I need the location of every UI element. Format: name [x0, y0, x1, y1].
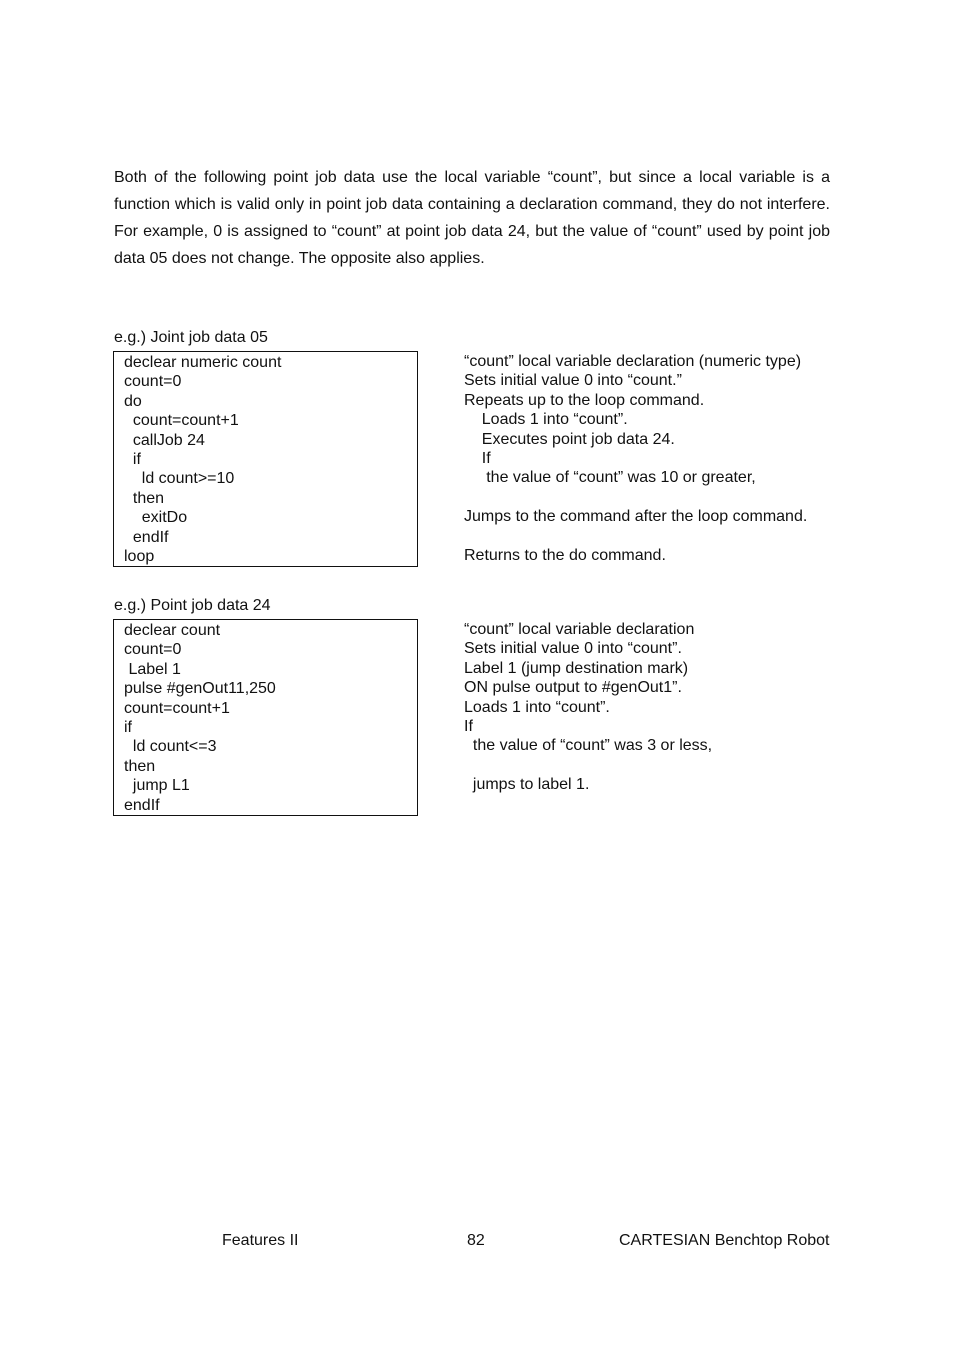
code-line: endIf — [124, 528, 169, 546]
footer-section-title: Features II — [222, 1232, 299, 1249]
code-line: callJob 24 — [124, 431, 205, 449]
code-line: endIf — [124, 796, 160, 814]
footer-page-number: 82 — [467, 1232, 485, 1249]
description-line: Executes point job data 24. — [464, 430, 675, 448]
code-line: count=count+1 — [124, 412, 239, 430]
code-line: count=0 — [124, 373, 182, 391]
intro-paragraph: Both of the following point job data use the local variable “count”, but since a local variable is a function which is valid only in point job data containing a declaration command, they do not interfere. For example, 0 is assigned to “count” at point job data 24, but the value of “count” used by point job data 05 does not change. The opposite also applies. — [114, 169, 830, 267]
description-line: ON pulse output to #genOut1”. — [464, 679, 682, 697]
code-line: if — [124, 718, 132, 736]
description-line: Returns to the do command. — [464, 546, 666, 564]
description-line: jumps to label 1. — [464, 776, 590, 794]
code-line: do — [124, 392, 142, 410]
description-line: “count” local variable declaration — [464, 621, 695, 638]
code-line: loop — [124, 547, 155, 565]
description-line: Loads 1 into “count”. — [464, 411, 628, 429]
code-line: jump L1 — [124, 777, 190, 795]
example-caption: e.g.) Joint job data 05 — [114, 329, 268, 346]
code-line: count=0 — [124, 641, 182, 659]
code-listing-box — [113, 351, 418, 567]
code-line: exitDo — [124, 509, 188, 527]
code-line: Label 1 — [124, 660, 181, 678]
code-line: ld count<=3 — [124, 738, 217, 756]
code-line: if — [124, 450, 141, 468]
description-line: Jumps to the command after the loop command. — [464, 508, 808, 526]
description-line: Loads 1 into “count”. — [464, 698, 610, 716]
example-caption: e.g.) Point job data 24 — [114, 597, 271, 614]
code-description-column — [464, 351, 904, 565]
description-line: Sets initial value 0 into “count.” — [464, 372, 682, 390]
description-line — [464, 795, 904, 814]
description-line: the value of “count” was 10 or greater, — [464, 469, 756, 487]
code-line: then — [124, 489, 165, 507]
code-line: pulse #genOut11,250 — [124, 680, 276, 698]
description-line: the value of “count” was 3 or less, — [464, 737, 713, 755]
code-listing-box — [113, 619, 418, 816]
description-line: Repeats up to the loop command. — [464, 391, 705, 409]
code-line: declear numeric count — [124, 354, 282, 371]
code-line: declear count — [124, 622, 221, 639]
description-line — [464, 488, 904, 507]
description-line: If — [464, 449, 491, 467]
description-line — [464, 756, 904, 775]
description-line: Sets initial value 0 into “count”. — [464, 640, 682, 658]
code-line: then — [124, 757, 156, 775]
description-line: “count” local variable declaration (numeric type) — [464, 353, 802, 370]
description-line: If — [464, 717, 473, 735]
code-line: ld count>=10 — [124, 470, 235, 488]
code-line: count=count+1 — [124, 699, 230, 717]
footer-product-name: CARTESIAN Benchtop Robot — [619, 1232, 830, 1249]
code-description-column — [464, 619, 904, 814]
description-line — [464, 527, 904, 546]
description-line: Label 1 (jump destination mark) — [464, 659, 689, 677]
